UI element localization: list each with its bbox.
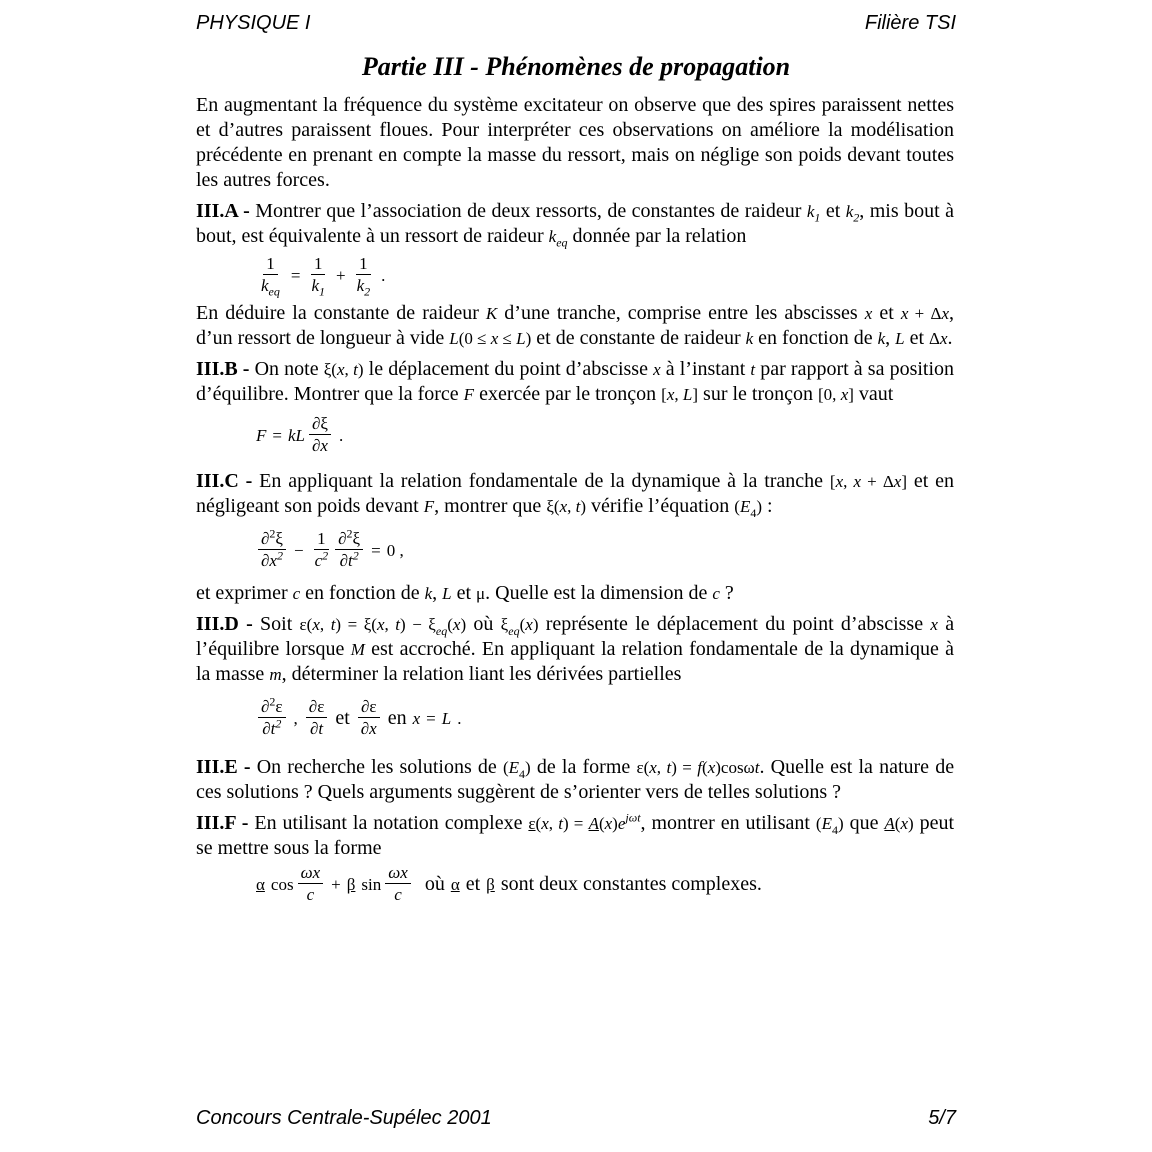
text: On recherche les solutions de bbox=[256, 756, 497, 778]
text: Soit bbox=[260, 613, 293, 635]
text: sont deux constantes complexes. bbox=[500, 872, 762, 895]
text: et bbox=[825, 200, 841, 222]
page-title: Partie III - Phénomènes de propagation bbox=[361, 52, 791, 81]
question-e: III.E - On recherche les solutions de $(E_4)$ de la forme ε(x, t) = f(x)cosωt. Quelle est la nature de ces solutions ? Quels arguments suggèrent de s’orienter vers de telles solutions ? bbox=[196, 756, 955, 803]
text: peut se mettre sous la forme bbox=[196, 812, 955, 859]
text: est accroché. En appliquant la relation fondamentale de la dynamique à la masse bbox=[196, 638, 955, 685]
question-label: III.E - bbox=[196, 756, 251, 778]
question-label: III.A - bbox=[196, 200, 250, 222]
text: , montrer que bbox=[434, 495, 542, 517]
question-label: III.D - bbox=[196, 613, 253, 635]
text: où bbox=[424, 872, 445, 895]
text: vérifie l’équation bbox=[591, 495, 730, 517]
text: en bbox=[387, 706, 407, 729]
text: que bbox=[849, 812, 879, 834]
text: à l’instant bbox=[665, 358, 746, 380]
footer-exam: Concours Centrale-Supélec 2001 bbox=[196, 1107, 492, 1129]
text: vaut bbox=[858, 383, 894, 405]
text: sur le tronçon bbox=[703, 383, 814, 405]
text: . Quelle est la nature de ces solutions ? Quels arguments suggèrent de s’orienter vers de telles solutions ? bbox=[196, 756, 955, 803]
text: En utilisant la notation complexe bbox=[254, 812, 523, 834]
text: En déduire la constante de raideur bbox=[196, 302, 479, 324]
question-a: III.A - Montrer que l’association de deux ressorts, de constantes de raideur $k_1$ et $k_2$, mis bout à bout, est équivalente à un ressort de raideur $k_{eq}$ donnée par la relation bbox=[196, 200, 954, 250]
text: d’une tranche, comprise entre les abscisses bbox=[504, 302, 858, 324]
equation-keq: $\frac{1}{k_{eq}}$ = $\frac{1}{k_1}$ + $\frac{1}{k_2}$ . bbox=[261, 253, 386, 298]
equation-wave: $\frac{\partial^2\xi}{\partial x^2}$ − $\frac{1}{c^2}$ $\frac{\partial^2\xi}{\partial t^2}$ = 0 , bbox=[256, 519, 954, 581]
text: et bbox=[879, 302, 894, 324]
question-c-part2: et exprimer c en fonction de k, L et μ. Quelle est la dimension de c ? bbox=[196, 582, 734, 604]
question-f: III.F - En utilisant la notation complexe ε(x, $t) = A(x)e^{j\omega t}$, montrer en utilisant $(E_4)$ que A(x) peut se mettre sous la forme bbox=[196, 810, 955, 859]
intro-paragraph: En augmentant la fréquence du système excitateur on observe que des spires paraissent nettes et d’autres paraissent floues. Pour interpréter ces observations on améliore la modélisation précédente en prenant en compte la masse du ressort, mais on néglige son poids devant toutes les autres forces. bbox=[196, 94, 954, 191]
text: par rapport à sa position d’équilibre. Montrer que la force bbox=[196, 358, 955, 405]
text: , déterminer la relation liant les dérivées partielles bbox=[281, 663, 682, 685]
question-label: III.F - bbox=[196, 812, 249, 834]
text: et en négligeant son poids devant bbox=[196, 470, 955, 517]
text: où bbox=[473, 613, 494, 635]
question-b: III.B - On note ξ(x, t) le déplacement du point d’abscisse x à l’instant t par rapport à sa position d’équilibre. Montrer que la force F exercée par le tronçon [x, L] sur le tronçon [0, x] vaut bbox=[196, 358, 955, 405]
text: à l’équilibre lorsque bbox=[196, 613, 955, 660]
text: représente le déplacement du point d’abscisse bbox=[545, 613, 924, 635]
text: en fonction de bbox=[305, 582, 420, 604]
text: de la forme bbox=[536, 756, 631, 778]
question-c: III.C - En appliquant la relation fondamentale de la dynamique à la tranche [x, x + Δx] et en négligeant son poids devant F, montrer que ξ(x, t) vérifie l’équation $(E_4)$ : bbox=[196, 470, 955, 520]
page-header bbox=[196, 11, 956, 35]
text: , d’un ressort de longueur à vide bbox=[196, 302, 955, 349]
document-body bbox=[196, 93, 954, 907]
text: donnée par la relation bbox=[572, 225, 747, 247]
question-label: III.C - bbox=[196, 470, 253, 492]
equation-solution: α cos $\frac{\omega x}{c}$ + β sin $\frac{\omega x}{c}$ où α et β sont deux constantes complexes. bbox=[256, 862, 762, 904]
page-number: 5/7 bbox=[928, 1107, 956, 1129]
text: et de constante de raideur bbox=[536, 327, 741, 349]
text: et exprimer bbox=[196, 582, 288, 604]
text: et bbox=[465, 872, 481, 895]
text: , montrer en utilisant bbox=[640, 812, 810, 834]
question-label: III.B - bbox=[196, 358, 250, 380]
header-subject: PHYSIQUE I bbox=[196, 12, 311, 34]
text: Montrer que l’association de deux ressorts, de constantes de raideur bbox=[255, 200, 802, 222]
text: . Quelle est la dimension de bbox=[485, 582, 708, 604]
equation-force: F = kL $\frac{\partial\xi}{\partial x}$ . bbox=[256, 413, 344, 455]
text: en fonction de bbox=[758, 327, 873, 349]
question-d: III.D - Soit ε(x, t) = ξ(x, $t) - \xi_{eq}(x)$ où $\xi_{eq}(x)$ représente le déplacement du point d’abscisse x à l’équilibre lorsque M est accroché. En appliquant la relation fondamentale de la dynamique à la masse m, déterminer la relation liant les dérivées partielles bbox=[196, 613, 955, 685]
equation-partials: $\frac{\partial^2\varepsilon}{\partial t^2}$ , $\frac{\partial\varepsilon}{\partial t}$ et $\frac{\partial\varepsilon}{\partial x}$ en x = L . bbox=[256, 687, 954, 749]
text: On note bbox=[254, 358, 319, 380]
text: exercée par le tronçon bbox=[479, 383, 657, 405]
text: le déplacement du point d’abscisse bbox=[368, 358, 648, 380]
question-a-part2: En déduire la constante de raideur K d’une tranche, comprise entre les abscisses x et x + Δx, d’un ressort de longueur à vide L(0 ≤ x ≤ L) et de constante de raideur k en fonction de k, L et Δx. bbox=[196, 302, 955, 349]
page-footer bbox=[196, 1106, 956, 1130]
header-track: Filière TSI bbox=[864, 12, 956, 34]
text: En appliquant la relation fondamentale de la dynamique à la tranche bbox=[259, 470, 824, 492]
text: , mis bout à bout, est équivalente à un ressort de raideur bbox=[196, 200, 954, 247]
